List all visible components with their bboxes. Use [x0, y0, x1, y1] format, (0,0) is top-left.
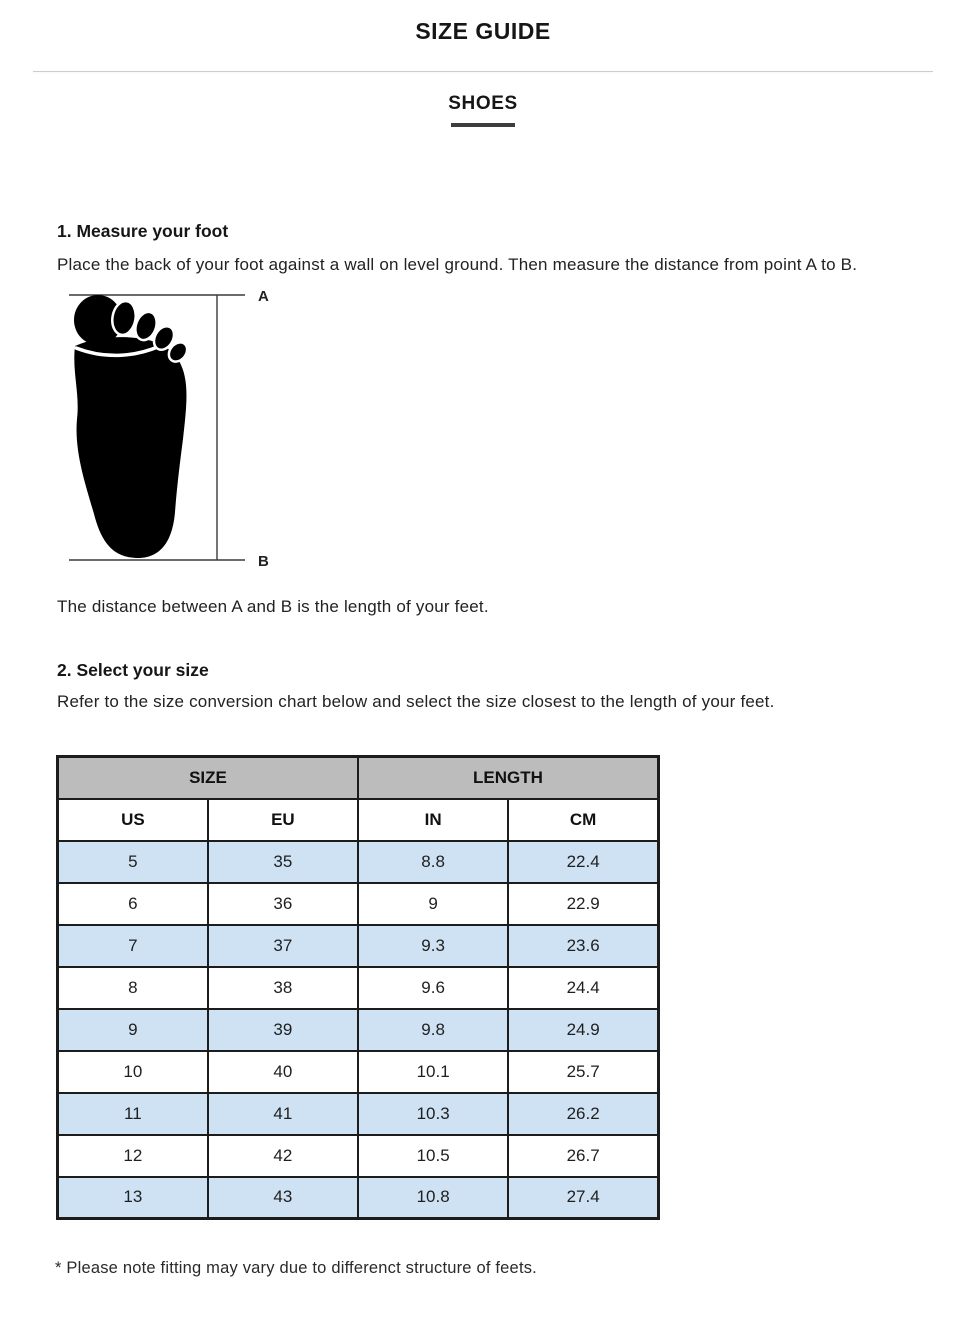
cell-us: 5	[58, 841, 208, 883]
cell-eu: 38	[208, 967, 358, 1009]
foot-measurement-diagram	[69, 291, 299, 569]
cell-us: 9	[58, 1009, 208, 1051]
cell-eu: 35	[208, 841, 358, 883]
cell-cm: 26.7	[508, 1135, 658, 1177]
category-underline	[451, 123, 515, 127]
cell-eu: 43	[208, 1177, 358, 1219]
column-header-in: IN	[358, 799, 508, 841]
content-area	[57, 221, 908, 1278]
table-row	[58, 883, 659, 925]
table-row	[58, 967, 659, 1009]
cell-us: 11	[58, 1093, 208, 1135]
table-row	[58, 841, 659, 883]
cell-eu: 37	[208, 925, 358, 967]
cell-eu: 42	[208, 1135, 358, 1177]
step2-instruction: Refer to the size conversion chart below and select the size closest to the length of your feet.	[57, 692, 775, 711]
page-title: SIZE GUIDE	[415, 18, 551, 44]
cell-eu: 36	[208, 883, 358, 925]
cell-in: 9.6	[358, 967, 508, 1009]
cell-us: 7	[58, 925, 208, 967]
table-column-header-row	[58, 799, 659, 841]
cell-in: 10.8	[358, 1177, 508, 1219]
cell-eu: 39	[208, 1009, 358, 1051]
cell-cm: 24.9	[508, 1009, 658, 1051]
cell-cm: 26.2	[508, 1093, 658, 1135]
cell-us: 10	[58, 1051, 208, 1093]
table-row	[58, 1135, 659, 1177]
step1-instruction: Place the back of your foot against a wall on level ground. Then measure the distance from point A to B.	[57, 255, 858, 274]
table-row	[58, 1177, 659, 1219]
cell-in: 9	[358, 883, 508, 925]
point-b-label: B	[258, 553, 269, 569]
cell-us: 12	[58, 1135, 208, 1177]
step2-heading: 2. Select your size	[57, 660, 209, 680]
cell-cm: 22.9	[508, 883, 658, 925]
cell-in: 9.3	[358, 925, 508, 967]
step1-heading: 1. Measure your foot	[57, 221, 229, 241]
group-header-size: SIZE	[58, 757, 359, 799]
cell-cm: 27.4	[508, 1177, 658, 1219]
step1-caption: The distance between A and B is the length of your feet.	[57, 597, 489, 616]
cell-us: 8	[58, 967, 208, 1009]
point-a-label: A	[258, 291, 269, 305]
table-row	[58, 1051, 659, 1093]
cell-in: 8.8	[358, 841, 508, 883]
cell-in: 10.5	[358, 1135, 508, 1177]
cell-eu: 40	[208, 1051, 358, 1093]
table-row	[58, 925, 659, 967]
footprint-icon	[74, 295, 191, 558]
column-header-eu: EU	[208, 799, 358, 841]
cell-us: 13	[58, 1177, 208, 1219]
size-conversion-table	[56, 755, 660, 1220]
table-row	[58, 1093, 659, 1135]
table-group-header-row	[58, 757, 659, 799]
cell-eu: 41	[208, 1093, 358, 1135]
cell-us: 6	[58, 883, 208, 925]
table-body	[58, 841, 659, 1219]
table-row	[58, 1009, 659, 1051]
cell-cm: 22.4	[508, 841, 658, 883]
cell-cm: 24.4	[508, 967, 658, 1009]
cell-cm: 25.7	[508, 1051, 658, 1093]
cell-in: 10.3	[358, 1093, 508, 1135]
category-title: SHOES	[448, 93, 518, 114]
cell-in: 9.8	[358, 1009, 508, 1051]
footnote: * Please note fitting may vary due to differenct structure of feets.	[55, 1259, 537, 1277]
column-header-cm: CM	[508, 799, 658, 841]
cell-in: 10.1	[358, 1051, 508, 1093]
cell-cm: 23.6	[508, 925, 658, 967]
column-header-us: US	[58, 799, 208, 841]
group-header-length: LENGTH	[358, 757, 659, 799]
header-divider	[33, 71, 933, 72]
